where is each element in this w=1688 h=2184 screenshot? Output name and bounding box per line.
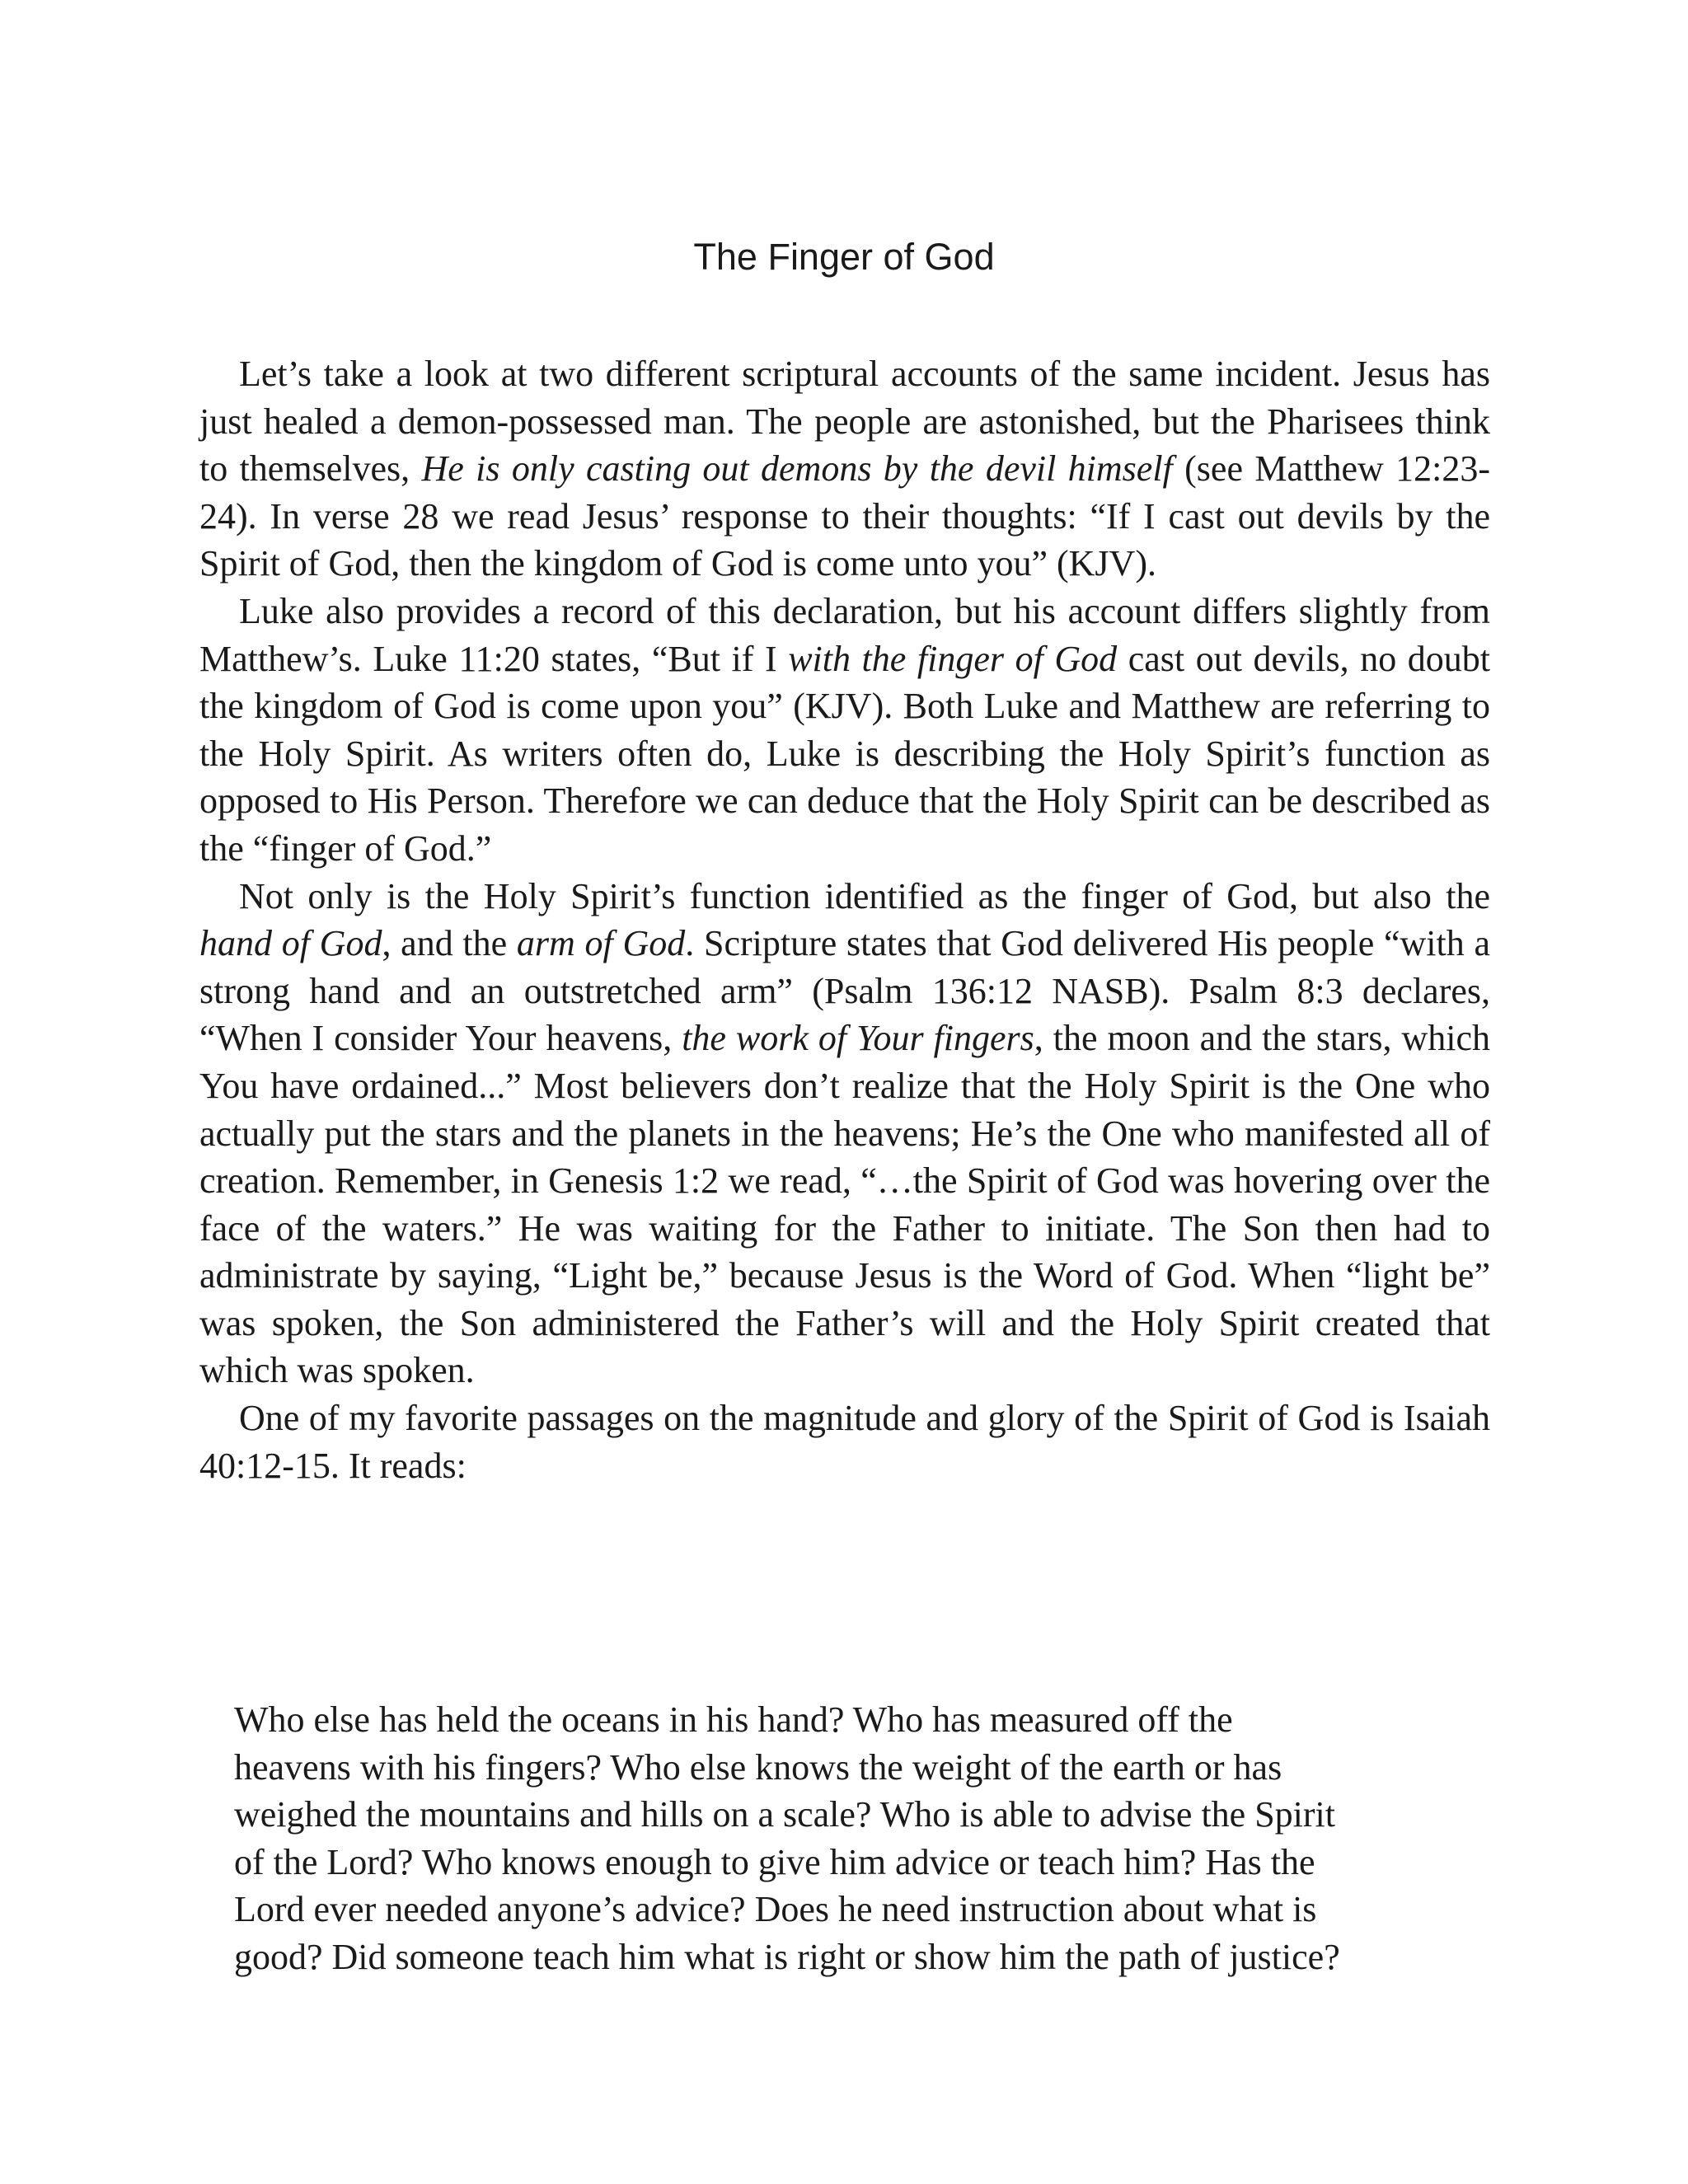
- quote-line: of the Lord? Who knows enough to give him advice or teach him? Has the: [234, 1841, 1315, 1882]
- text-run: cast out devils, no doubt the kingdom of God is come upon you” (KJV). Both Luke and Matthew are referring to the Holy Spirit. As writers often do, Luke is describing the Holy Spirit’s function as opposed to His Person. Therefore we can deduce that the Holy Spirit can be described as the “finger of God.”: [199, 638, 1490, 869]
- italic-text-run: He is only casting out demons by the devil himself: [421, 448, 1173, 490]
- quote-line: Lord ever needed anyone’s advice? Does he need instruction about what is: [234, 1889, 1317, 1930]
- paragraph: [199, 350, 1490, 588]
- italic-text-run: with the finger of God: [788, 638, 1118, 679]
- text-run: Luke also provides a record of this declaration, but his account differs slightly from Matthew’s. Luke 11:20 states, “But if I: [199, 590, 1490, 679]
- text-run: , and the: [382, 923, 517, 964]
- text-run: Let’s take a look at two different scriptural accounts of the same incident. Jesus has just healed a demon-possessed man. The people are astonished, but the Pharisees think to themselves,: [199, 354, 1490, 490]
- text-run: Not only is the Holy Spirit’s function identified as the finger of God, but also the: [239, 875, 1490, 916]
- quote-line: good? Did someone teach him what is right or show him the path of justice?: [234, 1936, 1340, 1977]
- quote-line: heavens with his fingers? Who else knows the weight of the earth or has: [234, 1746, 1282, 1788]
- paragraph: [199, 588, 1490, 873]
- italic-text-run: arm of God: [516, 923, 686, 964]
- page-title: The Finger of God: [693, 236, 995, 278]
- quote-line: Who else has held the oceans in his hand? Who has measured off the: [234, 1699, 1233, 1740]
- block-quote: [234, 1696, 1470, 1981]
- italic-text-run: the work of Your fingers: [682, 1018, 1034, 1059]
- italic-text-run: hand of God: [199, 923, 382, 964]
- text-run: (see Matthew 12:23-24). In verse 28 we read Jesus’ response to their thoughts: “If I cast out devils by the Spirit of God, then the kingdom of God is come unto you” (KJV).: [199, 448, 1491, 584]
- body-text: [199, 350, 1490, 1489]
- text-run: , the moon and the stars, which You have ordained...” Most believers don’t realize that the Holy Spirit is the One who actually put the stars and the planets in the heavens; He’s the One who manifested all of creation. Remember, in Genesis 1:2 we read, “…the Spirit of God was hovering over the face of the waters.” He was waiting for the Father to initiate. The Son then had to administrate by saying, “Light be,” because Jesus is the Word of God. When “light be” was spoken, the Son administered the Father’s will and the Holy Spirit created that which was spoken.: [199, 1018, 1490, 1391]
- paragraph: [199, 873, 1490, 1395]
- quote-line: weighed the mountains and hills on a scale? Who is able to advise the Spirit: [234, 1794, 1336, 1835]
- text-run: One of my favorite passages on the magnitude and glory of the Spirit of God is Isaiah 40:12-15. It reads:: [199, 1398, 1490, 1486]
- text-run: . Scripture states that God delivered His people “with a strong hand and an outstretched arm” (Psalm 136:12 NASB). Psalm 8:3 declares, “When I consider Your heavens,: [199, 923, 1490, 1059]
- paragraph: [199, 1394, 1490, 1489]
